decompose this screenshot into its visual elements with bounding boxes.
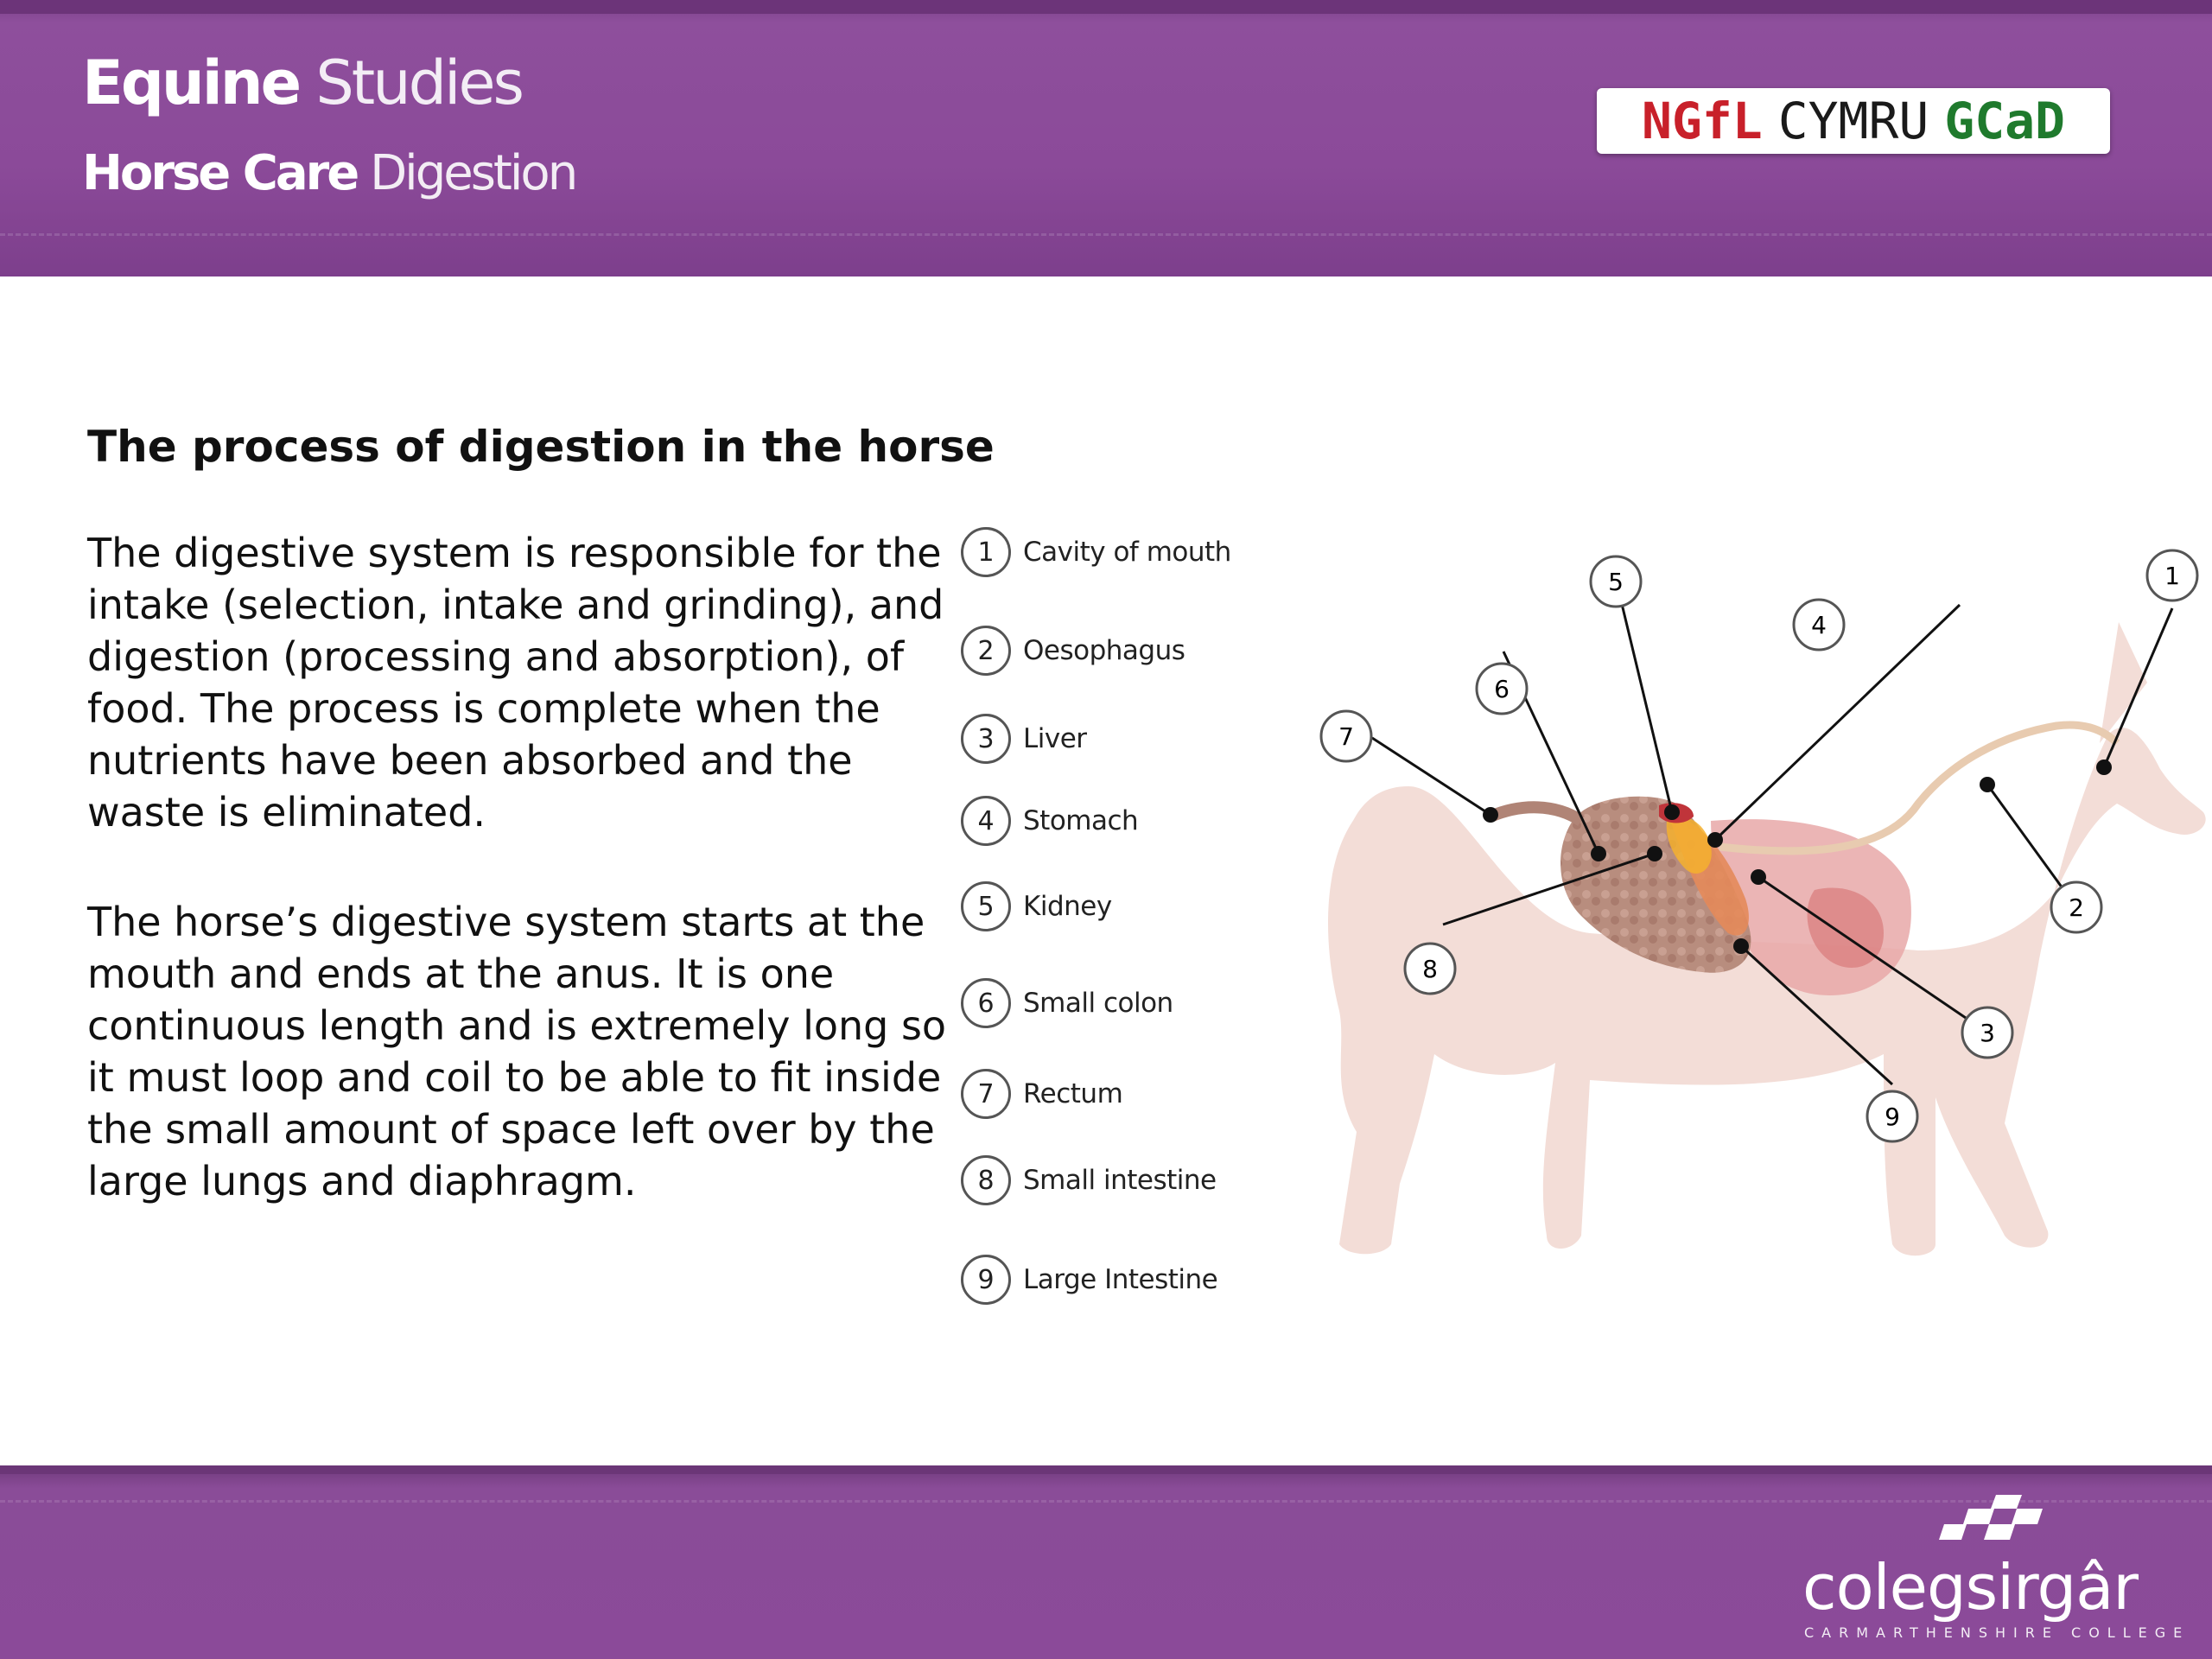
marker-label: 3	[1980, 1019, 1995, 1047]
topic-title	[82, 145, 575, 201]
ngfl-cymru-logo	[1597, 88, 2110, 154]
marker-3	[1962, 1007, 2012, 1058]
marker-label: 1	[2164, 562, 2180, 590]
marker-9	[1867, 1091, 1917, 1141]
marker-5	[1591, 556, 1641, 607]
legend-label: Small intestine	[1023, 1165, 1217, 1196]
description-paragraph: The horse’s digestive system starts at the mouth and ends at the anus. It is one continuous length and is extremely long so it must loop and coil to be able to fit inside the small amount of space left over by the large lungs and diaphragm.	[87, 899, 947, 1205]
header-banner	[0, 0, 2212, 276]
college-name: colegsirgâr	[1802, 1551, 2138, 1624]
topic-title-light: Digestion	[370, 145, 576, 201]
legend-item-large-intestine	[961, 1251, 1217, 1308]
marker-2	[2051, 882, 2101, 932]
legend-number: 1	[961, 527, 1011, 577]
legend-item-cavity-of-mouth	[961, 524, 1231, 581]
legend-item-small-colon	[961, 975, 1173, 1032]
legend-label: Oesophagus	[1023, 635, 1185, 666]
legend-number: 9	[961, 1255, 1011, 1305]
ngfl-logo-part1: NGfL	[1642, 92, 1763, 150]
legend-label: Kidney	[1023, 891, 1112, 922]
legend-number: 8	[961, 1155, 1011, 1205]
legend-number: 4	[961, 796, 1011, 846]
course-title	[82, 48, 522, 118]
legend-item-oesophagus	[961, 622, 1185, 679]
legend-number: 5	[961, 881, 1011, 931]
college-subtitle: CARMARTHENSHIRE COLLEGE	[1804, 1624, 2190, 1641]
legend-label: Small colon	[1023, 988, 1173, 1019]
legend-item-stomach	[961, 792, 1138, 849]
section-heading: The process of digestion in the horse	[87, 422, 995, 472]
legend-label: Cavity of mouth	[1023, 537, 1231, 568]
checker-flag-icon	[1939, 1495, 2043, 1540]
horse-digestion-diagram	[1296, 527, 2212, 1287]
horse-silhouette	[1328, 728, 2206, 1255]
intro-paragraph: The digestive system is responsible for the intake (selection, intake and grinding), and digestion (processing and absorption), of food. The process is complete when the nutrients have been absorbed and the waste is eliminated.	[87, 530, 944, 836]
course-title-light: Studies	[315, 48, 522, 118]
header-seam	[0, 233, 2212, 236]
topic-title-bold: Horse Care	[82, 145, 358, 201]
marker-7	[1321, 711, 1371, 761]
legend-label: Rectum	[1023, 1078, 1123, 1109]
legend-label: Stomach	[1023, 805, 1139, 836]
marker-label: 2	[2069, 893, 2084, 922]
legend-item-liver	[961, 710, 1087, 767]
legend-number: 6	[961, 978, 1011, 1028]
small-colon-shape	[1491, 807, 1581, 821]
marker-4	[1794, 600, 1844, 650]
marker-6	[1477, 664, 1527, 714]
legend-label: Large Intestine	[1023, 1264, 1218, 1295]
legend-label: Liver	[1023, 723, 1087, 754]
legend-number: 3	[961, 714, 1011, 764]
marker-label: 5	[1608, 568, 1624, 596]
diagram-legend	[961, 524, 1246, 1319]
marker-label: 7	[1338, 722, 1354, 751]
legend-item-kidney	[961, 878, 1112, 935]
marker-1	[2147, 550, 2197, 601]
ngfl-logo-part2: CYMRU	[1777, 92, 1929, 150]
marker-label: 4	[1811, 611, 1827, 639]
legend-item-rectum	[961, 1065, 1122, 1122]
legend-number: 2	[961, 626, 1011, 676]
ngfl-logo-part3: GCaD	[1944, 92, 2065, 150]
marker-label: 8	[1422, 955, 1438, 983]
legend-number: 7	[961, 1069, 1011, 1119]
marker-label: 6	[1494, 675, 1510, 703]
legend-item-small-intestine	[961, 1152, 1217, 1209]
course-title-bold: Equine	[82, 48, 300, 118]
marker-8	[1405, 944, 1455, 994]
marker-label: 9	[1885, 1103, 1900, 1131]
